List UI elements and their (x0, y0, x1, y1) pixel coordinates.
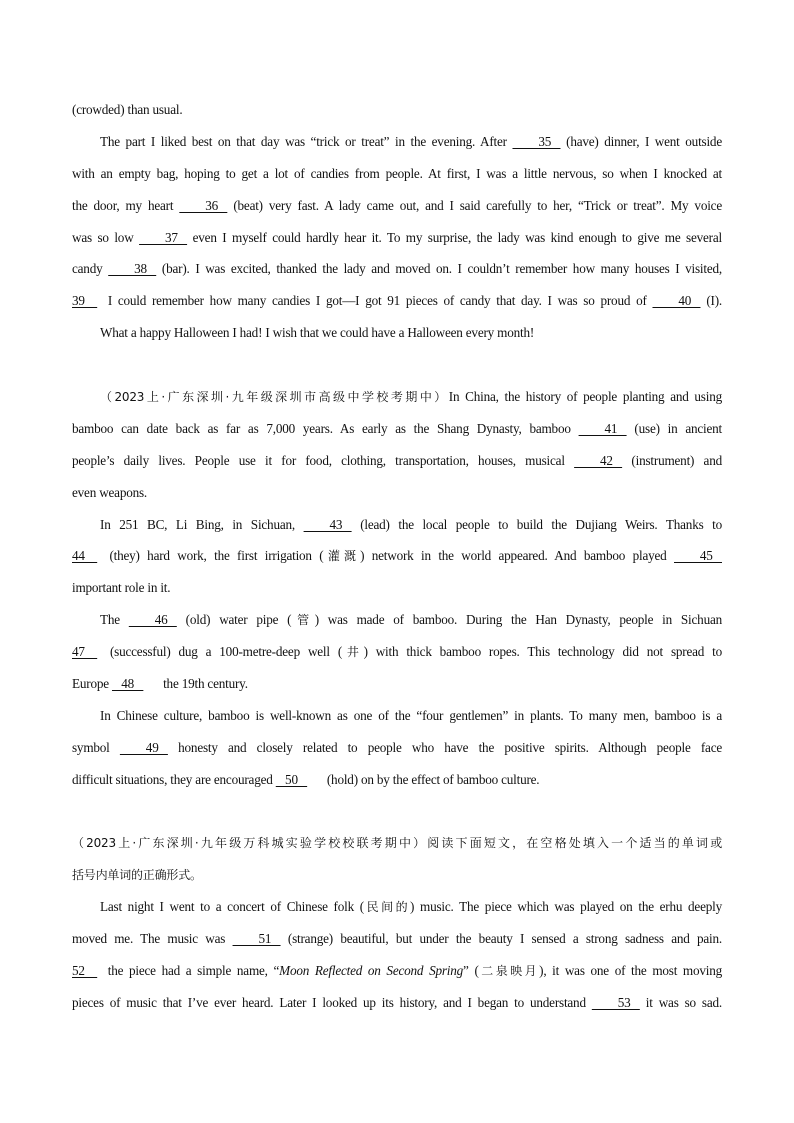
text-run: What a happy Halloween I had! I wish that we could have a Halloween every month! (100, 325, 535, 341)
text-run: even weapons. (72, 484, 148, 500)
text-run: I could remember how many candies I got—I got 91 pieces of candy that day. I was so proud of (102, 293, 653, 309)
text-run: ” ( (463, 963, 479, 979)
text-run: even I myself could hardly hear it. To my surprise, the lady was kind enough to give me several (187, 229, 722, 245)
text-run: ) music. The piece which was played on the erhu deeply (410, 899, 722, 915)
text-line (72, 413, 722, 445)
chinese-text: 灌溉 (323, 549, 361, 564)
blank-52: 52 (72, 963, 98, 979)
text-run: people’s daily lives. People use it for food, clothing, transportation, houses, musical (72, 452, 575, 468)
text-run: honesty and closely related to people who have the positive spirits. Although people face (167, 739, 722, 755)
text-run: the piece had a simple name, “ (102, 963, 280, 979)
text-run: ) network in the world appeared. And bamboo played (360, 548, 674, 564)
passage-2 (72, 381, 722, 796)
chinese-text: （2023上·广东深圳·九年级深圳市高级中学校考期中） (100, 390, 449, 405)
blank-35: 35 (512, 133, 561, 149)
text-line (72, 636, 722, 668)
text-run: (old) water pipe ( (176, 612, 292, 628)
text-run: (hold) on by the effect of bamboo culture. (323, 771, 540, 787)
chinese-text: 民间的 (363, 900, 411, 915)
text-run: (have) dinner, I went outside (560, 133, 722, 149)
text-run: moved me. The music was (72, 931, 233, 947)
text-run: (they) hard work, the first irrigation ( (102, 548, 324, 564)
text-line (72, 381, 722, 413)
text-line (72, 572, 722, 604)
text-run: important role in it. (72, 580, 171, 596)
text-run: Europe (72, 676, 112, 692)
chinese-text: （2023上·广东深圳·九年级万科城实验学校校联考期中）阅读下面短文，在空格处填入一个适当的单词或 (72, 836, 722, 851)
blank-37: 37 (139, 229, 188, 245)
text-run: pieces of music that I’ve ever heard. Later I looked up its history, and I began to understand (72, 994, 592, 1010)
text-line (72, 732, 722, 764)
text-line (72, 700, 722, 732)
chinese-text: 括号内单词的正确形式。 (72, 868, 202, 883)
passage-1 (72, 94, 722, 349)
text-run: In China, the history of people planting and using (448, 389, 722, 405)
blank-42: 42 (574, 452, 623, 468)
chinese-text: 管 (291, 613, 315, 628)
text-run: (instrument) and (622, 452, 722, 468)
blank-49: 49 (119, 739, 168, 755)
blank-53: 53 (591, 994, 640, 1010)
text-line (72, 891, 722, 923)
text-run: with an empty bag, hoping to get a lot of candies from people. At first, I was a little nervous, so when I knocked at (72, 165, 722, 181)
text-line (72, 923, 722, 955)
text-line (72, 987, 722, 1019)
text-line (72, 445, 722, 477)
text-run: ), it was one of the most moving (539, 963, 723, 979)
blank-46: 46 (128, 612, 177, 628)
text-run: In Chinese culture, bamboo is well-known as one of the “four gentlemen” in plants. To many men, bamboo is a (100, 707, 722, 723)
text-line (72, 764, 722, 796)
text-run: (bar). I was excited, thanked the lady and moved on. I couldn’t remember how many houses I visited, (156, 261, 722, 277)
text-run: In 251 BC, Li Bing, in Sichuan, (100, 516, 304, 532)
text-run: bamboo can date back as far as 7,000 years. As early as the Shang Dynasty, bamboo (72, 420, 579, 436)
text-line (72, 126, 722, 158)
blank-50: 50 (275, 771, 308, 787)
blank-51: 51 (232, 931, 281, 947)
text-run: difficult situations, they are encouraged (72, 771, 276, 787)
blank-36: 36 (179, 197, 228, 213)
blank-48: 48 (111, 676, 144, 692)
paragraph-gap (72, 349, 722, 381)
text-line (72, 317, 722, 349)
text-line (72, 285, 722, 317)
document-page (72, 94, 722, 1019)
text-run: (crowded) than usual. (72, 102, 183, 117)
text-line (72, 477, 722, 509)
italic-title: Moon Reflected on Second Spring (279, 963, 464, 979)
text-run: (lead) the local people to build the Dujiang Weirs. Thanks to (351, 516, 722, 532)
paragraph-gap (72, 796, 722, 828)
chinese-text: 二泉映月 (478, 964, 540, 979)
blank-44: 44 (72, 548, 98, 564)
blank-38: 38 (108, 261, 157, 277)
text-line (72, 222, 722, 254)
blank-47: 47 (72, 644, 98, 660)
chinese-text: 井 (342, 645, 364, 660)
text-run: (strange) beautiful, but under the beauty I sensed a strong sadness and pain. (280, 931, 723, 947)
blank-39: 39 (72, 293, 98, 309)
text-run: symbol (72, 739, 120, 755)
text-run: candy (72, 261, 109, 277)
text-line (72, 253, 722, 285)
text-line (72, 859, 722, 891)
text-run: The (100, 612, 129, 628)
blank-41: 41 (578, 420, 627, 436)
text-line (72, 540, 722, 572)
text-run: Last night I went to a concert of Chinese folk ( (100, 899, 364, 915)
text-run: the door, my heart (72, 197, 180, 213)
blank-40: 40 (652, 293, 701, 309)
text-run: The part I liked best on that day was “trick or treat” in the evening. After (100, 133, 513, 149)
text-run: ) with thick bamboo ropes. This technology did not spread to (363, 644, 722, 660)
blank-45: 45 (674, 548, 722, 564)
text-line (72, 94, 722, 126)
text-run: was so low (72, 229, 140, 245)
text-run: (I). (700, 293, 722, 309)
text-run: it was so sad. (639, 994, 722, 1010)
passage-3 (72, 827, 722, 1018)
text-line (72, 190, 722, 222)
text-line (72, 604, 722, 636)
text-run: the 19th century. (159, 676, 248, 692)
text-line (72, 509, 722, 541)
text-line (72, 158, 722, 190)
text-line (72, 955, 722, 987)
text-line (72, 827, 722, 859)
text-line (72, 668, 722, 700)
text-run: (beat) very fast. A lady came out, and I said carefully to her, “Trick or treat”. My voice (227, 197, 722, 213)
text-run: ) was made of bamboo. During the Han Dynasty, people in Sichuan (314, 612, 723, 628)
blank-43: 43 (303, 516, 352, 532)
text-run: (use) in ancient (626, 420, 723, 436)
text-run: (successful) dug a 100-metre-deep well ( (102, 644, 343, 660)
